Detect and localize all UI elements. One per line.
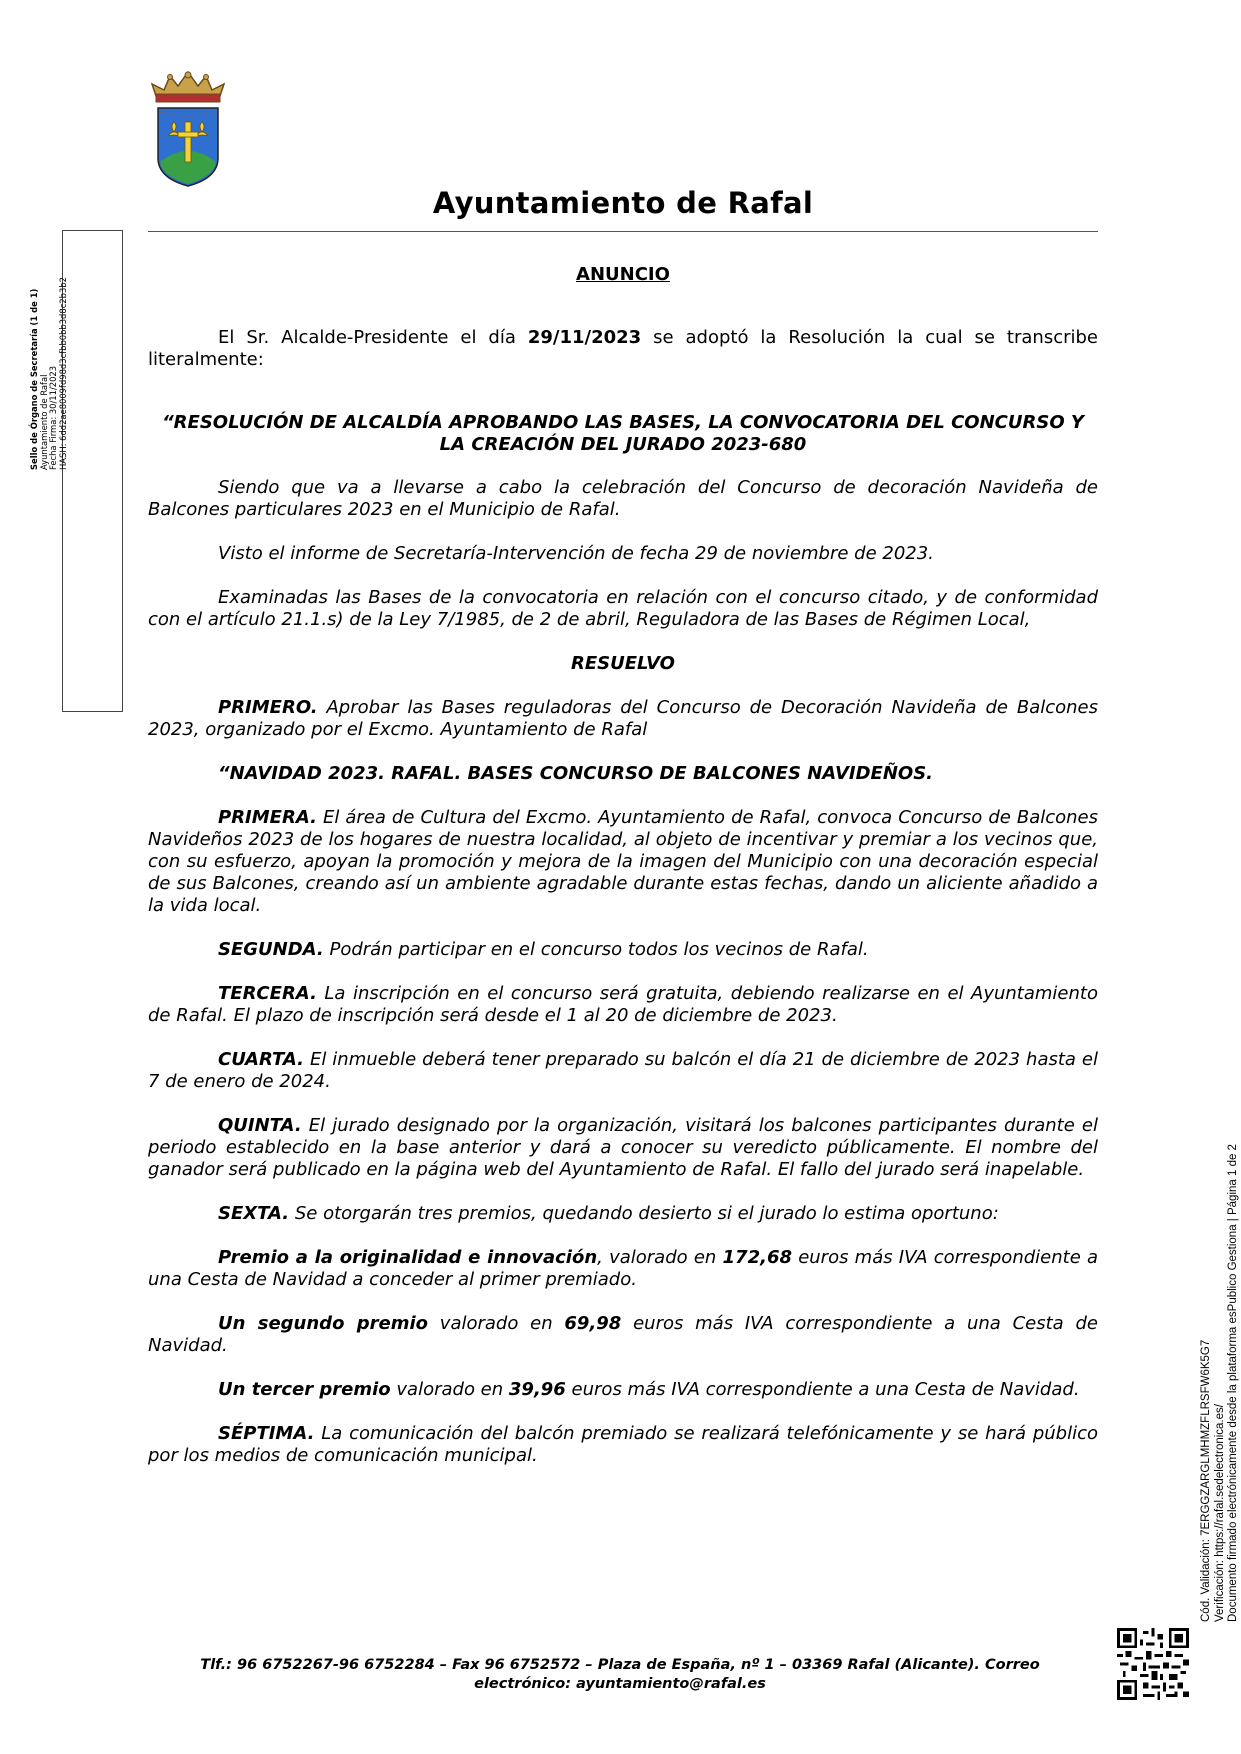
tercera-paragraph: TERCERA. La inscripción en el concurso será gratuita, debiendo realizarse en el Ayuntamiento de Rafal. El plazo de inscripción será desde el 1 al 20 de diciembre de 2023. bbox=[148, 983, 1098, 1026]
seal-title: Sello de Órgano de Secretaría (1 de 1) bbox=[29, 288, 39, 470]
segunda-paragraph: SEGUNDA. Podrán participar en el concurso todos los vecinos de Rafal. bbox=[218, 939, 869, 960]
coat-of-arms-logo bbox=[148, 70, 228, 188]
verification-note: Documento firmado electrónicamente desde la plataforma esPublico Gestiona | Página 1 de 2 bbox=[1227, 1144, 1239, 1622]
document-body bbox=[148, 264, 1098, 1467]
qr-code bbox=[1117, 1628, 1189, 1700]
quinta-paragraph: QUINTA. El jurado designado por la organización, visitará los balcones participantes durante el periodo establecido en la base anterior y dará a conocer su veredicto públicamente. El nombre del ganador será publicado en la página web del Ayuntamiento de Rafal. El fallo del jurado será inapelable. bbox=[148, 1115, 1098, 1180]
paragraph-3: Examinadas las Bases de la convocatoria en relación con el concurso citado, y de conformidad con el artículo 21.1.s) de la Ley 7/1985, de 2 de abril, Reguladora de las Bases de Régimen Local, bbox=[148, 587, 1098, 630]
page-footer bbox=[170, 1656, 1070, 1694]
primera-paragraph: PRIMERA. El área de Cultura del Excmo. Ayuntamiento de Rafal, convoca Concurso de Balcones Navideños 2023 de los hogares de nuestra localidad, al objeto de incentivar y premiar a los vecinos que, con su esfuerzo, apoyan la promoción y mejora de la imagen del Municipio con una decoración especial de sus Balcones, creando así un ambiente agradable durante estas fechas, dando un aliciente añadido a la vida local. bbox=[148, 807, 1098, 916]
verification-url: Verificación: https://rafal.sedelectronica.es/ bbox=[1213, 1404, 1226, 1622]
septima-paragraph: SÉPTIMA. La comunicación del balcón premiado se realizará telefónicamente y se hará público por los medios de comunicación municipal. bbox=[148, 1423, 1098, 1466]
bases-title: “NAVIDAD 2023. RAFAL. BASES CONCURSO DE BALCONES NAVIDEÑOS. bbox=[218, 763, 934, 784]
seal-date: Fecha Firma: 30/11/2023 bbox=[48, 365, 59, 470]
premio-3-paragraph: Un tercer premio valorado en 39,96 euros más IVA correspondiente a una Cesta de Navidad. bbox=[218, 1379, 1080, 1400]
seal-text bbox=[30, 10, 68, 470]
primero-paragraph: PRIMERO. Aprobar las Bases reguladoras del Concurso de Decoración Navideña de Balcones 2023, organizado por el Excmo. Ayuntamiento de Rafal bbox=[148, 697, 1098, 740]
paragraph-2: Visto el informe de Secretaría-Intervención de fecha 29 de noviembre de 2023. bbox=[218, 543, 934, 564]
sexta-paragraph: SEXTA. Se otorgarán tres premios, quedando desierto si el jurado lo estima oportuno: bbox=[218, 1203, 999, 1224]
footer-contact: Tlf.: 96 6752267-96 6752284 – Fax 96 6752572 – Plaza de España, nº 1 – 03369 Rafal (Alicante). Correo bbox=[200, 1657, 1040, 1673]
premio-2-paragraph: Un segundo premio valorado en 69,98 euros más IVA correspondiente a una Cesta de Navidad. bbox=[148, 1313, 1098, 1356]
premio-1-paragraph: Premio a la originalidad e innovación, valorado en 172,68 euros más IVA correspondiente a una Cesta de Navidad a conceder al primer premiado. bbox=[148, 1247, 1098, 1290]
resuelvo-heading: RESUELVO bbox=[571, 653, 675, 674]
paragraph-1: Siendo que va a llevarse a cabo la celebración del Concurso de decoración Navideña de Balcones particulares 2023 en el Municipio de Rafal. bbox=[148, 477, 1098, 520]
seal-hash: HASH: 6dd2ae8009fd98d3cfbb0bb3d8c2b3b2 bbox=[57, 277, 68, 470]
signature-seal-box bbox=[62, 230, 123, 712]
verification-text bbox=[1200, 1144, 1241, 1622]
resolution-title: “RESOLUCIÓN DE ALCALDÍA APROBANDO LAS BASES, LA CONVOCATORIA DEL CONCURSO Y LA CREACIÓN DEL JURADO 2023-680 bbox=[162, 412, 1084, 455]
footer-email: electrónico: ayuntamiento@rafal.es bbox=[474, 1676, 766, 1692]
header-divider bbox=[148, 231, 1098, 232]
seal-entity: Ayuntamiento de Rafal bbox=[38, 374, 49, 470]
announcement-heading: ANUNCIO bbox=[576, 264, 670, 285]
cuarta-paragraph: CUARTA. El inmueble deberá tener preparado su balcón el día 21 de diciembre de 2023 hasta el 7 de enero de 2024. bbox=[148, 1049, 1098, 1092]
resolution-date: 29/11/2023 bbox=[527, 327, 642, 348]
page-title: Ayuntamiento de Rafal bbox=[432, 186, 814, 220]
intro-paragraph: El Sr. Alcalde-Presidente el día 29/11/2023 se adoptó la Resolución la cual se transcribe literalmente: bbox=[148, 327, 1098, 370]
verification-code: Cód. Validación: 7ERGGZARGLMHMZFLRSFW6K5G7 bbox=[1200, 1339, 1212, 1622]
